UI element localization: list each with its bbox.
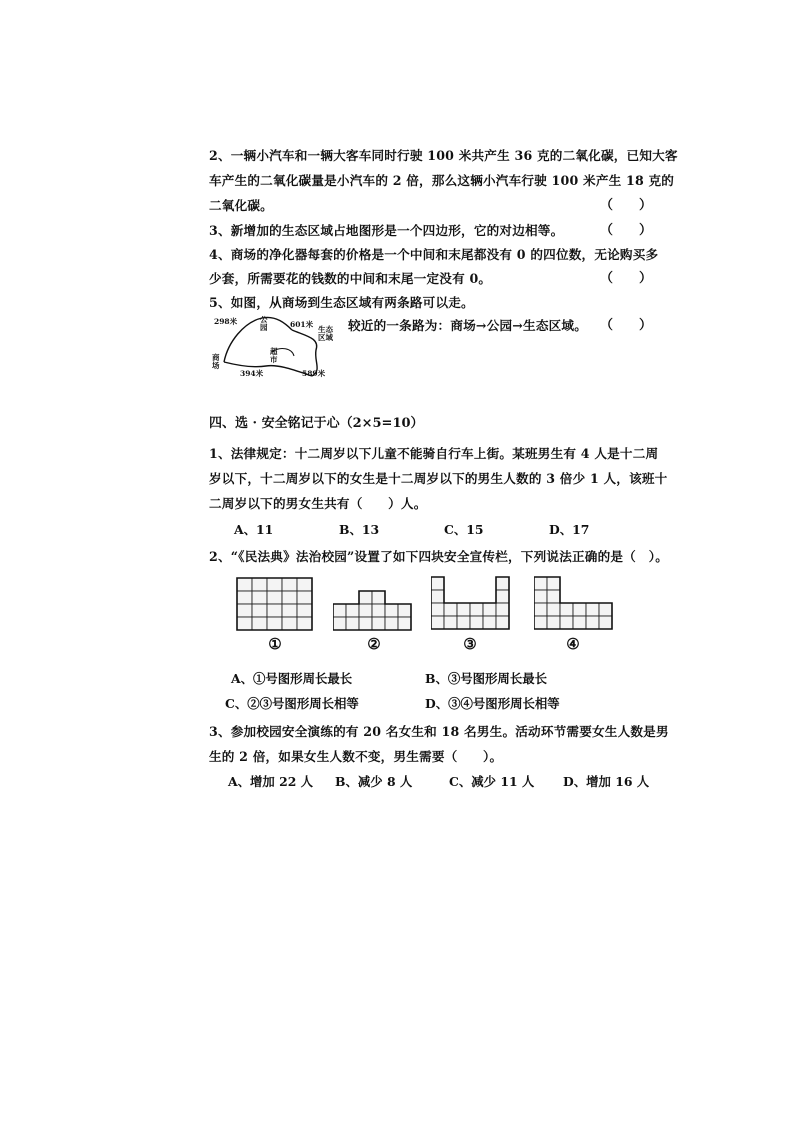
map-distance-601: 601米 — [290, 320, 314, 329]
figure-2-label: ② — [367, 635, 381, 653]
map-distance-589: 589米 — [302, 369, 326, 378]
choice-q1-option-d[interactable]: D、17 — [549, 522, 590, 537]
route-map — [210, 312, 345, 384]
choice-q1-line1: 1、法律规定：十二周岁以下儿童不能骑自行车上街。某班男生有 4 人是十二周 — [209, 446, 659, 461]
judge-q4-line1: 4、商场的净化器每套的价格是一个中间和末尾都没有 0 的四位数，无论购买多 — [209, 247, 659, 262]
judge-q2-line1: 2、一辆小汽车和一辆大客车同时行驶 100 米共产生 36 克的二氧化碳，已知大客 — [209, 148, 678, 163]
choice-q2-line1: 2、“《民法典》法治校园”设置了如下四块安全宣传栏，下列说法正确的是（ ）。 — [209, 549, 669, 564]
map-label-supermarket: 超市 — [270, 347, 278, 364]
judge-q5-line1: 5、如图，从商场到生态区域有两条路可以走。 — [209, 295, 474, 310]
choice-q3-line2: 生的 2 倍，如果女生人数不变，男生需要（ ）。 — [209, 749, 503, 764]
map-label-mall: 商场 — [212, 353, 220, 370]
judge-q3-line1: 3、新增加的生态区域占地图形是一个四边形，它的对边相等。 — [209, 223, 564, 238]
judge-q2-line3: 二氧化碳。 — [209, 198, 273, 213]
choice-q3-option-d[interactable]: D、增加 16 人 — [563, 774, 650, 789]
choice-q3-line1: 3、参加校园安全演练的有 20 名女生和 18 名男生。活动环节需要女生人数是男 — [209, 724, 669, 739]
figure-3-label: ③ — [463, 635, 477, 653]
figure-4-label: ④ — [566, 635, 580, 653]
judge-q5-answer-paren[interactable]: （ ） — [600, 318, 653, 333]
figure-1-grid — [236, 577, 314, 633]
judge-q5-line2: 较近的一条路为：商场→公园→生态区域。 — [348, 318, 587, 333]
choice-q3-option-a[interactable]: A、增加 22 人 — [228, 774, 314, 789]
choice-q2-option-b[interactable]: B、③号图形周长最长 — [425, 671, 547, 686]
choice-q3-option-c[interactable]: C、减少 11 人 — [449, 774, 535, 789]
judge-q2-line2: 车产生的二氧化碳量是小汽车的 2 倍，那么这辆小汽车行驶 100 米产生 18 克的 — [209, 173, 675, 188]
judge-q2-answer-paren[interactable]: （ ） — [600, 198, 653, 213]
figure-4-grid — [534, 574, 614, 634]
choice-q1-line3: 二周岁以下的男女生共有（ ）人。 — [209, 496, 427, 511]
map-label-park: 公园 — [260, 315, 268, 332]
map-distance-298: 298米 — [214, 317, 238, 326]
judge-q4-answer-paren[interactable]: （ ） — [600, 271, 653, 286]
map-distance-394: 394米 — [240, 369, 264, 378]
choice-q1-option-c[interactable]: C、15 — [444, 522, 484, 537]
judge-q3-answer-paren[interactable]: （ ） — [600, 223, 653, 238]
figure-3-grid — [431, 574, 511, 634]
choice-q2-option-c[interactable]: C、②③号图形周长相等 — [225, 696, 359, 711]
choice-q1-option-a[interactable]: A、11 — [234, 522, 274, 537]
choice-q1-option-b[interactable]: B、13 — [339, 522, 380, 537]
choice-q2-option-d[interactable]: D、③④号图形周长相等 — [425, 696, 560, 711]
map-label-eco-area: 生态区域 — [318, 325, 333, 342]
choice-q3-option-b[interactable]: B、减少 8 人 — [335, 774, 413, 789]
choice-q1-line2: 岁以下，十二周岁以下的女生是十二周岁以下的男生人数的 3 倍少 1 人，该班十 — [209, 471, 668, 486]
judge-q4-line2: 少套，所需要花的钱数的中间和末尾一定没有 0。 — [209, 271, 492, 286]
choice-q2-option-a[interactable]: A、①号图形周长最长 — [231, 671, 353, 686]
figure-2-grid — [333, 577, 413, 633]
section4-heading: 四、选 · 安全铭记于心（2×5=10） — [209, 416, 424, 431]
figure-1-label: ① — [268, 635, 282, 653]
